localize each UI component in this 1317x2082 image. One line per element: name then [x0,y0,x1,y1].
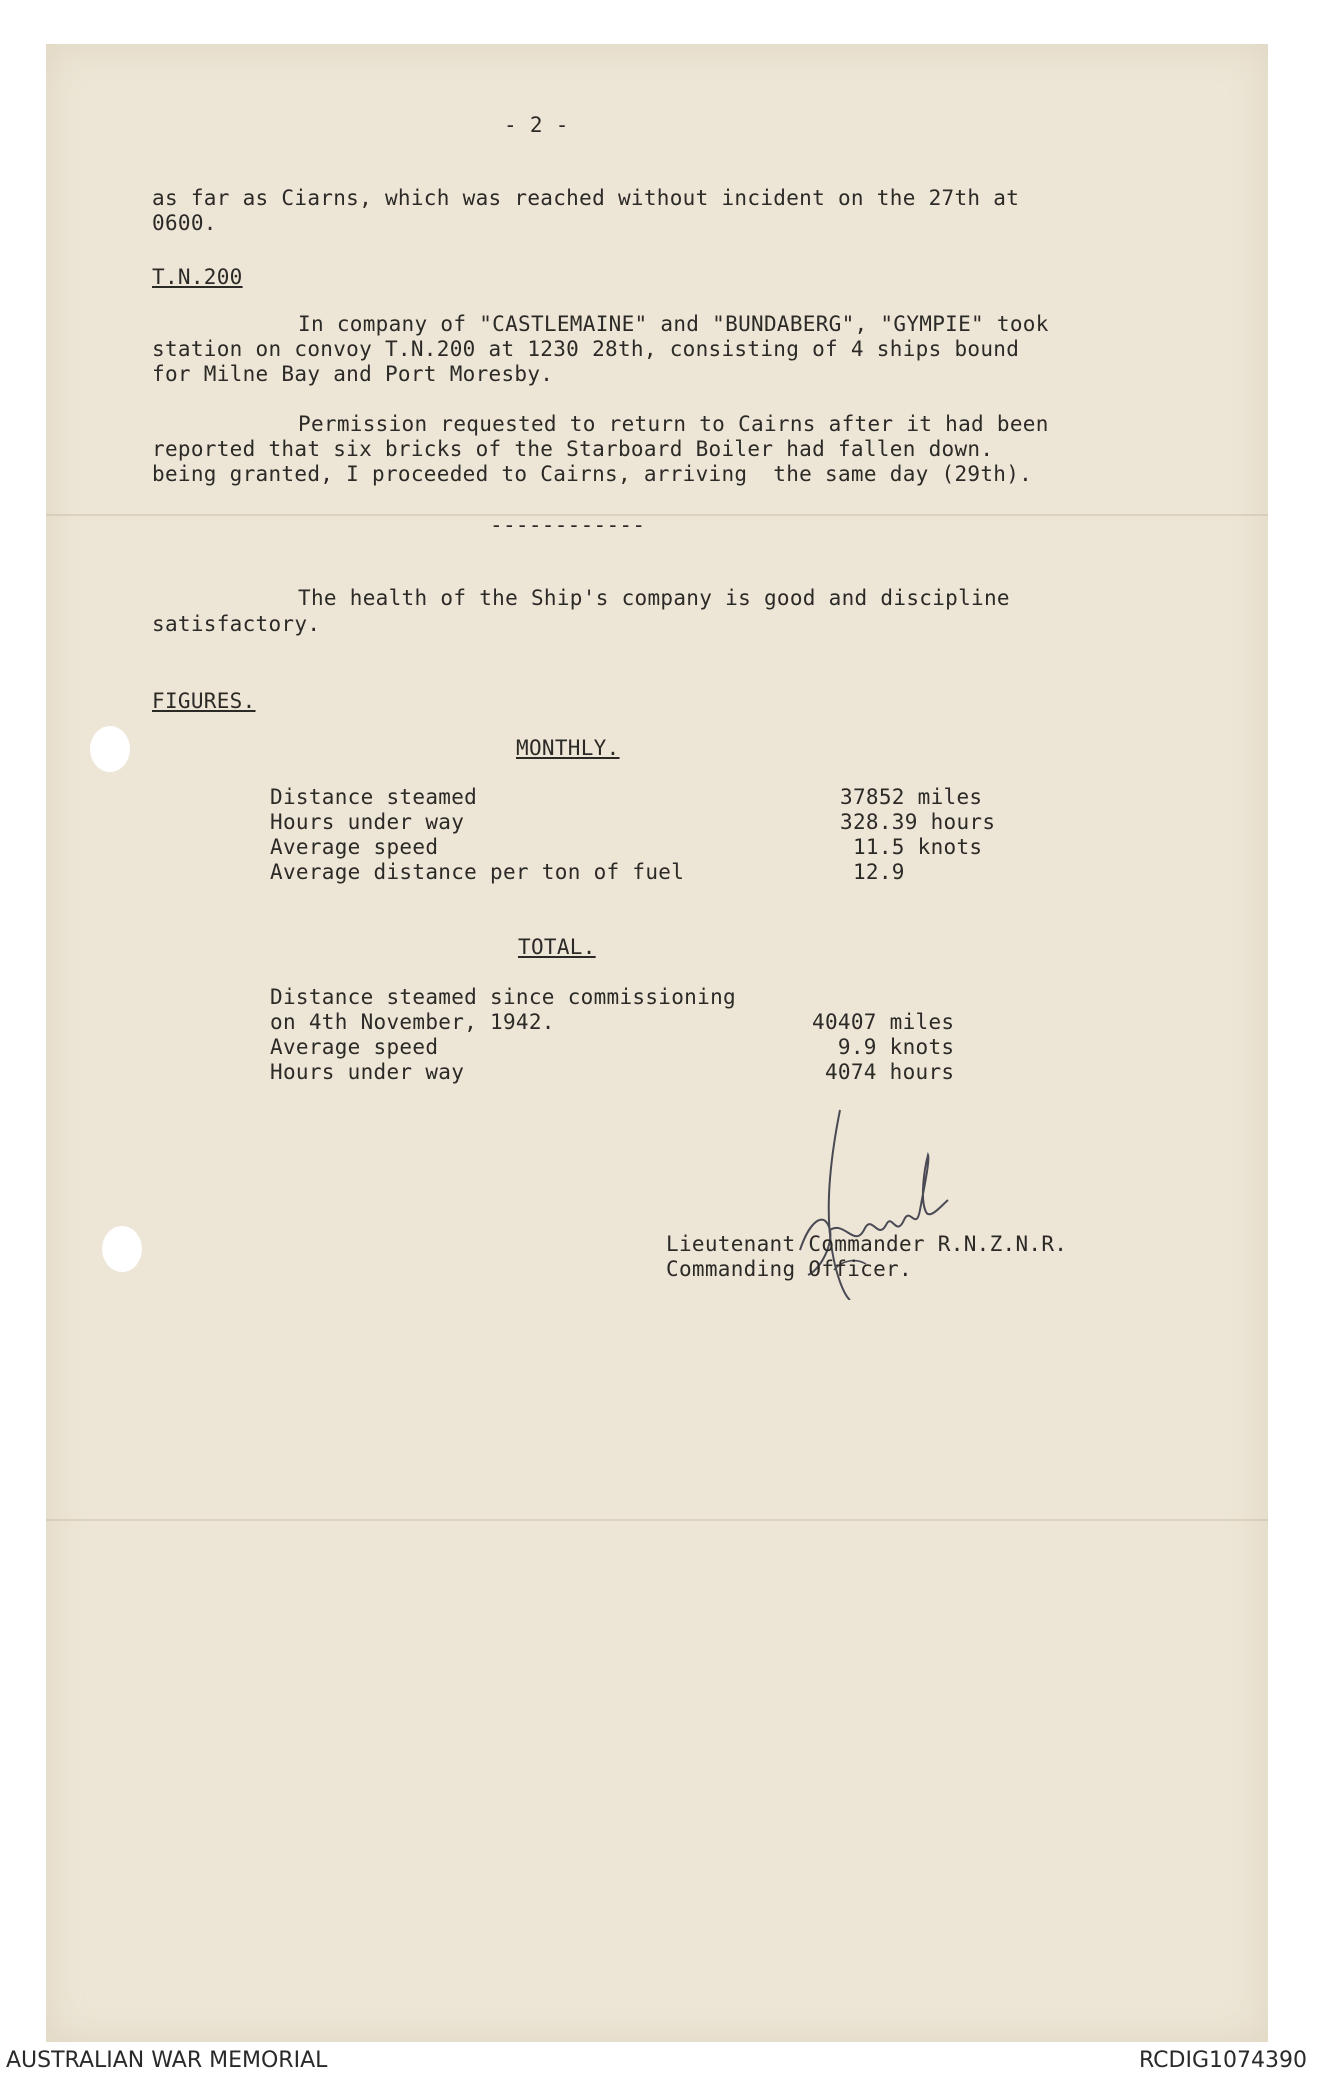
tn200-line-2: station on convoy T.N.200 at 1230 28th, consisting of 4 ships bound [152,337,1020,361]
monthly-heading: MONTHLY. [516,736,620,760]
total-heading: TOTAL. [518,935,596,959]
permission-line-3: being granted, I proceeded to Cairns, arriving the same day (29th). [152,462,1033,486]
monthly-value: 37852 miles [840,785,983,809]
continuation-line-1: as far as Ciarns, which was reached without incident on the 27th at [152,186,1020,210]
total-intro: Distance steamed since commissioning [270,985,736,1009]
figures-heading: FIGURES. [152,689,256,713]
monthly-label: Average speed [270,835,439,859]
fold-line [46,1519,1268,1521]
total-label: Hours under way [270,1060,465,1084]
health-line-1: The health of the Ship's company is good and discipline [298,586,1010,610]
continuation-line-2: 0600. [152,211,217,235]
separator-line: ------------ [490,513,646,537]
total-value: 9.9 knots [812,1035,955,1059]
footer-item-id: RCDIG1074390 [1138,2048,1307,2073]
signature-rank: Lieutenant Commander R.N.Z.N.R. [666,1232,1068,1256]
tn200-line-3: for Milne Bay and Port Moresby. [152,362,554,386]
total-value: 4074 hours [812,1060,955,1084]
monthly-label: Hours under way [270,810,465,834]
punch-hole [90,726,130,772]
punch-hole [102,1226,142,1272]
page-number: - 2 - [504,113,569,137]
monthly-label: Distance steamed [270,785,478,809]
section-heading-tn200: T.N.200 [152,265,243,289]
total-value: 40407 miles [812,1010,955,1034]
monthly-value: 11.5 knots [840,835,983,859]
tn200-line-1: In company of "CASTLEMAINE" and "BUNDABERG", "GYMPIE" took [298,312,1049,336]
monthly-label: Average distance per ton of fuel [270,860,685,884]
permission-line-1: Permission requested to return to Cairns after it had been [298,412,1049,436]
monthly-value: 328.39 hours [840,810,996,834]
total-label: Average speed [270,1035,439,1059]
footer-archive-name: AUSTRALIAN WAR MEMORIAL [6,2048,328,2073]
health-line-2: satisfactory. [152,612,321,636]
signature-title: Commanding Officer. [666,1257,912,1281]
fold-line [46,514,1268,516]
total-label: on 4th November, 1942. [270,1010,555,1034]
permission-line-2: reported that six bricks of the Starboard Boiler had fallen down. [152,437,994,461]
monthly-value: 12.9 [840,860,905,884]
